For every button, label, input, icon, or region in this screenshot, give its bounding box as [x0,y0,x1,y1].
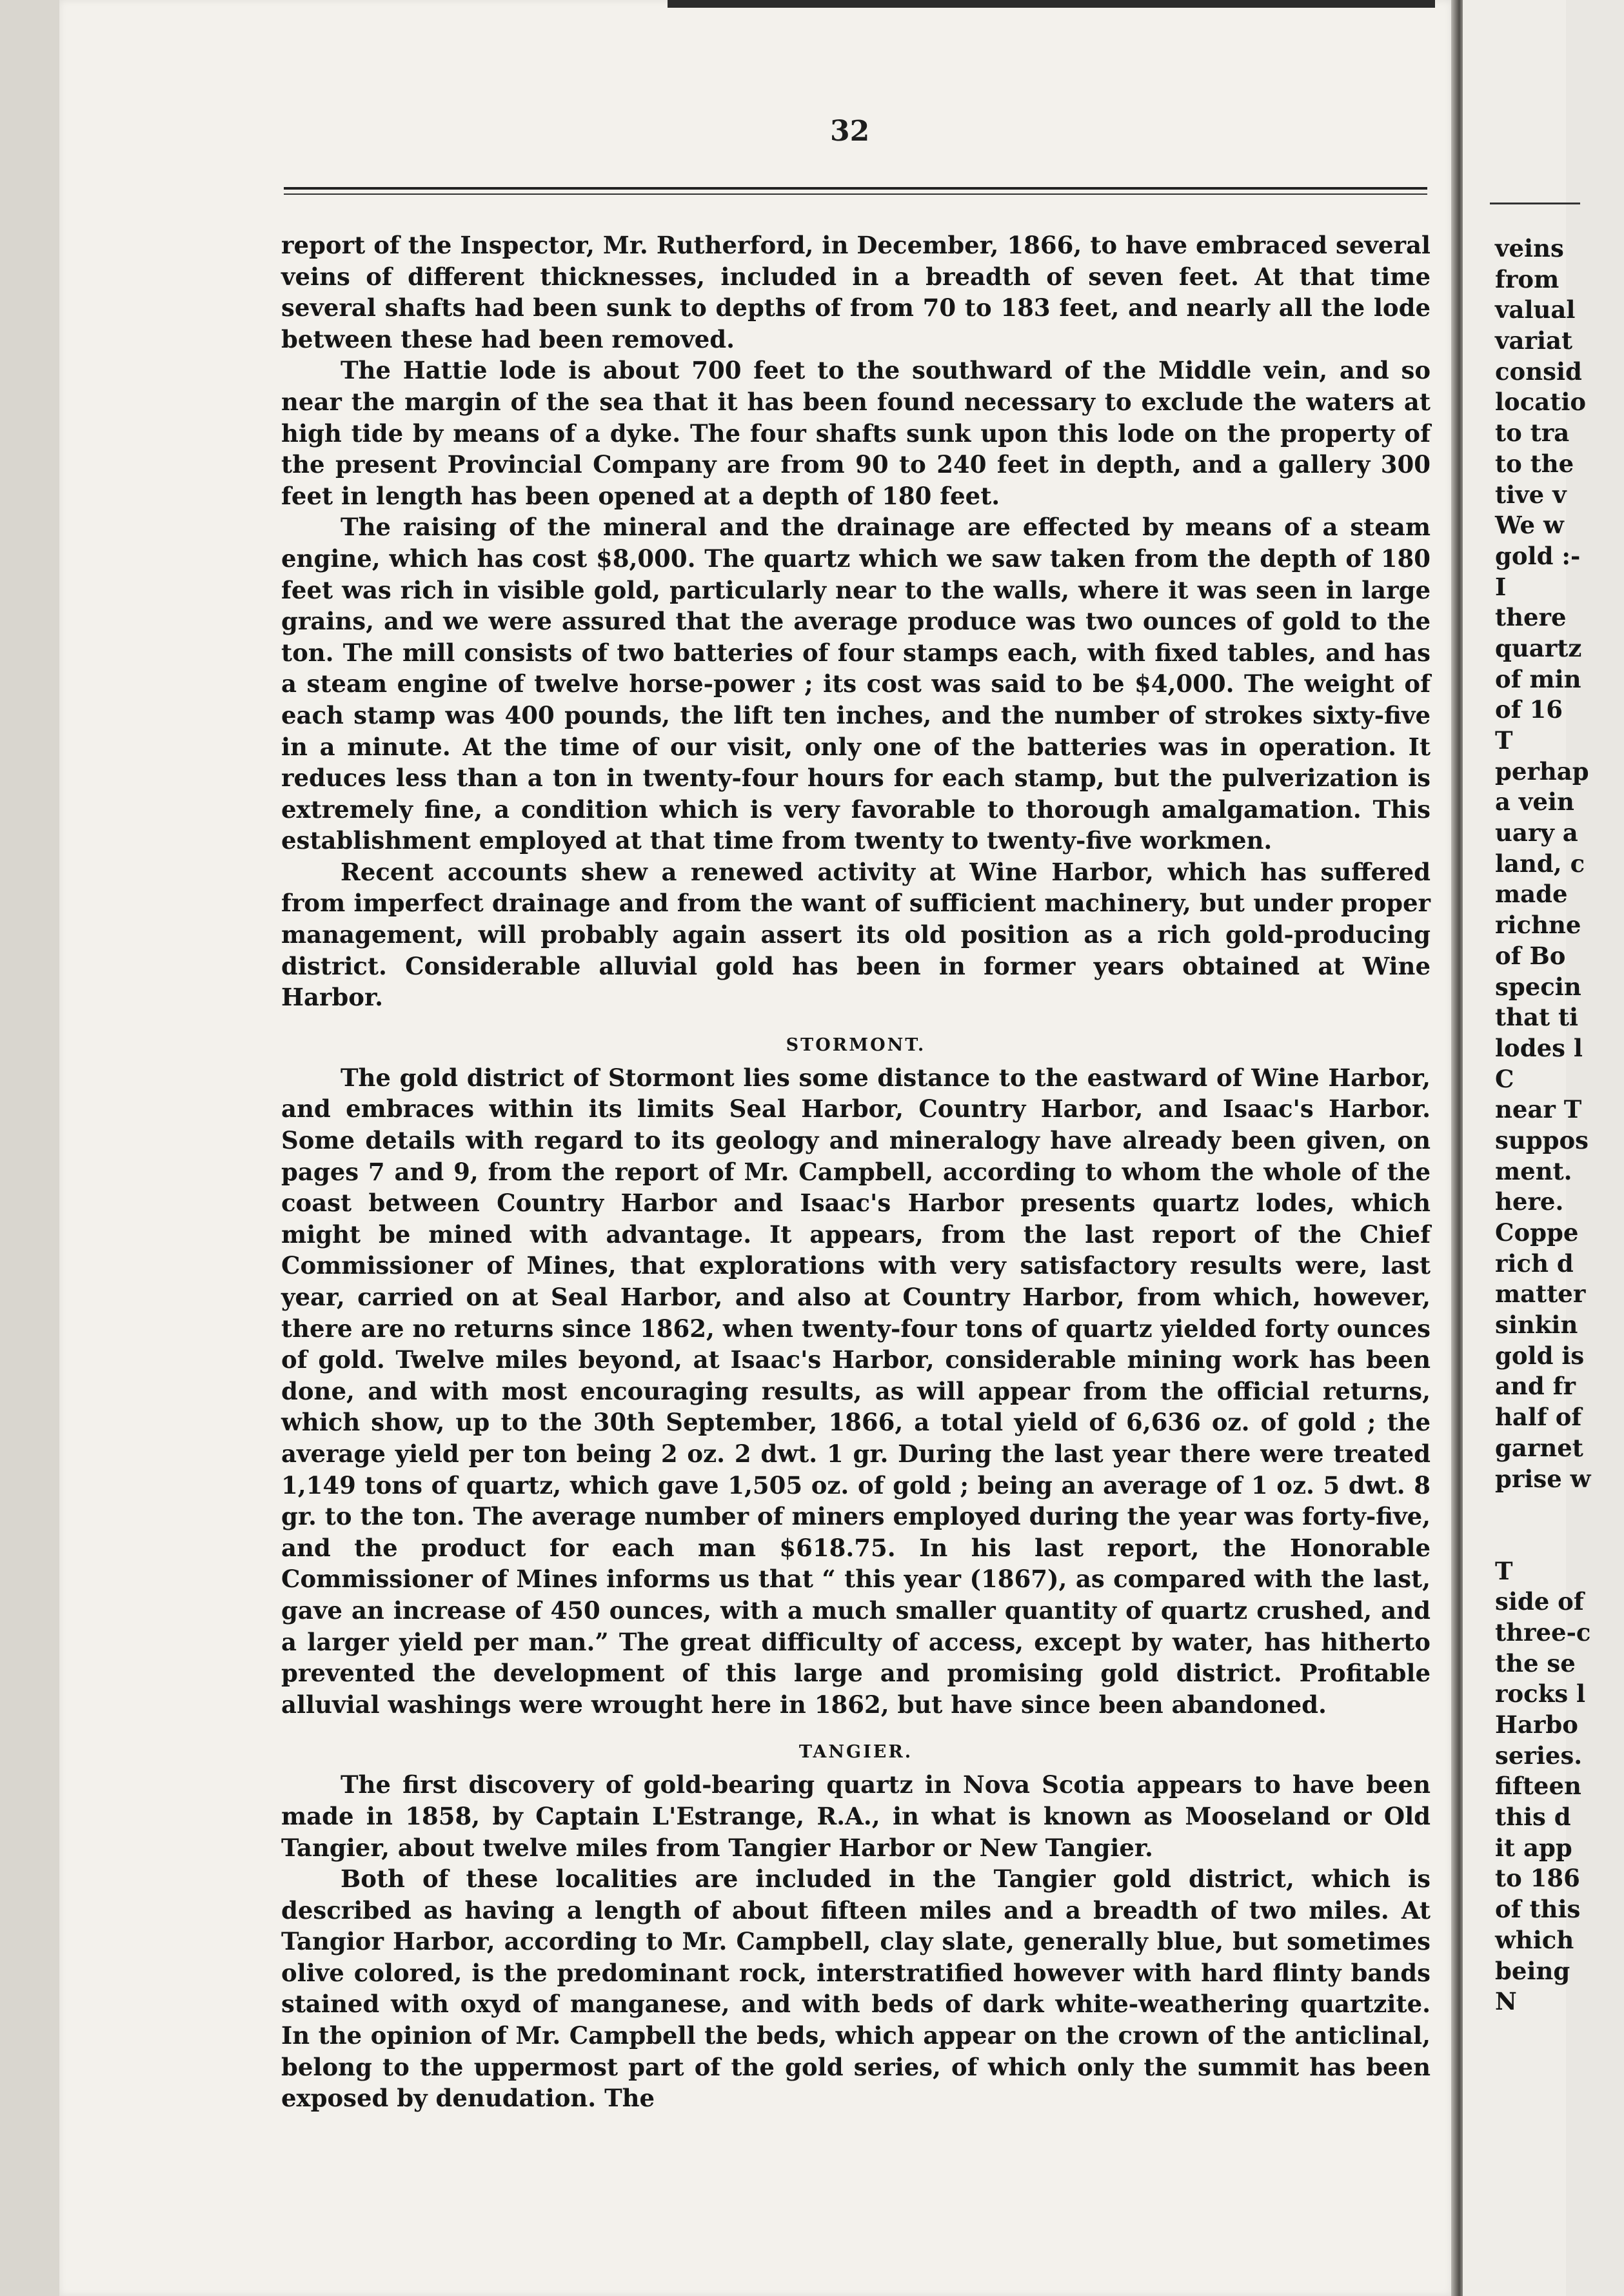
body-text-column [281,230,1431,2114]
facing-page-line: I [1495,572,1507,601]
facing-page-line: veins [1495,234,1564,262]
facing-page-line: near T [1495,1095,1582,1124]
facing-page-line: made [1495,880,1568,909]
facing-page-line: it app [1495,1833,1572,1862]
facing-page-line: rich d [1495,1249,1574,1278]
facing-page-line: perhap [1495,757,1589,786]
facing-page-line: Harbo [1495,1710,1578,1739]
facing-page-line: locatio [1495,388,1587,417]
facing-page-line: which [1495,1925,1574,1954]
paragraph-stormont: The gold district of Stormont lies some distance to the eastward of Wine Harbor, and embraces within its limits Seal Harbor, Country Harbor, and Isaac's Harbor. Some details with regard to its geology and mineralogy have already been given, on pages 7 and 9, from the report of Mr. Campbell, according to whom the whole of the coast between Country Harbor and Isaac's Harbor presents quartz lodes, which might be mined with advantage. It appears, from the last report of the Chief Commissioner of Mines, that explorations with very satisfactory results were, last year, carried on at Seal Harbor, and also at Country Harbor, from which, however, there are no returns since 1862, when twenty-four tons of quartz yielded forty ounces of gold. Twelve miles beyond, at Isaac's Harbor, considerable mining work has been done, and with most encouraging results, as will appear from the official returns, which show, up to the 30th September, 1866, a total yield of 6,636 oz. of gold ; the average yield per ton being 2 oz. 2 dwt. 1 gr. During the last year there were treated 1,149 tons of quartz, which gave 1,505 oz. of gold ; being an average of 1 oz. 5 dwt. 8 gr. to the ton. The average number of miners employed during the year was forty-five, and the product for each man $618.75. In his last report, the Honorable Commissioner of Mines informs us that “ this year (1867), as compared with the last, gave an increase of 450 ounces, with a much smaller quantity of quartz crushed, and a larger yield per man.” The great difficulty of access, except by water, has hitherto prevented the development of this large and promising gold district. Profitable alluvial washings were wrought here in 1862, but have since been abandoned. [281,1063,1431,1719]
facing-page-line: three-c [1495,1618,1591,1647]
facing-page-line: richne [1495,911,1581,940]
facing-page-line: matter [1495,1280,1586,1309]
facing-page-line: gold is [1495,1341,1585,1370]
facing-page-line [1495,1494,1624,1525]
paragraph-steam-engine: The raising of the mineral and the drainage are effected by means of a steam engine, which has cost $8,000. The quartz which we saw taken from the depth of 180 feet was rich in visible gold, particularly near to the walls, where it was seen in large grains, and we were assured that the average produce was two ounces of gold to the ton. The mill consists of two batteries of four stamps each, with fixed tables, and has a steam engine of twelve horse-power ; its cost was said to be $4,000. The weight of each stamp was 400 pounds, the lift ten inches, and the number of strokes sixty-five in a minute. At the time of our visit, only one of the batteries was in operation. It reduces less than a ton in twenty-four hours for each stamp, but the pulverization is extremely fine, a condition which is very favorable to thorough amalgamation. This establishment employed at that time from twenty to twenty-five workmen. [281,513,1431,855]
facing-page-line: this d [1495,1803,1571,1832]
facing-page-line: of Bo [1495,941,1566,970]
facing-page-line: N [1495,1987,1517,2016]
facing-page-line: from [1495,264,1560,293]
facing-page-line: uary a [1495,818,1578,847]
facing-page-line: garnet [1495,1433,1583,1462]
paragraph-tangier-district: Both of these localities are included in the Tangier gold district, which is described as having a length of about fifteen miles and a breadth of two miles. At Tangior Harbor, according to Mr. Campbell, clay slate, generally blue, but sometimes olive colored, is the predominant rock, interstratified however with hard flinty bands stained with oxyd of manganese, and with beds of dark white-weathering quartzite. In the opinion of Mr. Campbell the beds, which appear on the crown of the anticlinal, belong to the uppermost part of the gold series, of which only the summit has been exposed by denudation. The [281,1865,1431,2113]
facing-page-rule [1490,203,1580,204]
facing-page-line: to 186 [1495,1864,1580,1893]
facing-page-line: fifteen [1495,1772,1581,1801]
facing-page-line [1495,1525,1624,1556]
facing-page-line: to the [1495,449,1574,478]
header-rule-thick [284,187,1427,190]
section-heading-tangier: TANGIER. [798,1742,913,1763]
facing-page-line: T [1495,726,1513,755]
facing-page-line: tive v [1495,480,1567,509]
facing-page-line: there [1495,603,1567,632]
facing-page-line: rocks l [1495,1679,1586,1708]
binding-gutter [1451,0,1463,2296]
facing-page-line: side of [1495,1587,1584,1616]
facing-page-line: gold :- [1495,541,1581,570]
facing-page-edge [1463,0,1591,2296]
facing-page-line: C [1495,1064,1514,1093]
paragraph-hattie-lode: The Hattie lode is about 700 feet to the southward of the Middle vein, and so near the margin of the sea that it has been found necessary to exclude the waters at high tide by means of a dyke. The four shafts sunk upon this lode on the property of the present Provincial Company are from 90 to 240 feet in depth, and a gallery 300 feet in length has been opened at a depth of 180 feet. [281,356,1431,510]
facing-page-line: Coppe [1495,1218,1579,1247]
facing-page-line: We w [1495,511,1564,540]
facing-page-line: land, c [1495,849,1585,878]
page-number: 32 [830,115,870,148]
facing-page-line: lodes l [1495,1033,1583,1062]
facing-page-line: variat [1495,326,1573,355]
facing-page-text [1495,233,1624,2017]
facing-page-line: being [1495,1956,1570,1985]
facing-page-line: of 16 [1495,695,1563,724]
facing-page-line: and fr [1495,1372,1576,1401]
facing-page-line: the se [1495,1648,1576,1677]
facing-page-line: to tra [1495,419,1570,448]
header-rule-thin [284,193,1427,195]
facing-page-line: suppos [1495,1125,1589,1154]
facing-page-line: a vein [1495,787,1574,816]
facing-page-line: sinkin [1495,1311,1578,1340]
facing-page-line: half of [1495,1403,1582,1432]
scan-left-border [0,0,59,2296]
facing-page-line: series. [1495,1741,1583,1770]
facing-page-line: that ti [1495,1003,1579,1032]
paragraph-tangier-discovery: The first discovery of gold-bearing quartz in Nova Scotia appears to have been made in 1858, by Captain L'Estrange, R.A., in what is known as Mooseland or Old Tangier, about twelve miles from Tangier Harbor or New Tangier. [281,1770,1431,1862]
facing-page-line: quartz [1495,633,1582,662]
facing-page-line: of this [1495,1895,1581,1924]
section-heading-stormont: STORMONT. [786,1034,926,1055]
facing-page-line: here. [1495,1187,1564,1216]
top-dark-strip [668,0,1435,8]
facing-page-line: valual [1495,295,1576,324]
facing-page-line: T [1495,1556,1513,1585]
facing-page-line: ment. [1495,1156,1572,1185]
facing-page-line: specin [1495,972,1581,1001]
facing-page-line: consid [1495,357,1582,386]
facing-page-line: of min [1495,664,1581,693]
paragraph-wine-harbor: Recent accounts shew a renewed activity at Wine Harbor, which has suffered from imperfect drainage and from the want of sufficient machinery, but under proper management, will probably again assert its old position as a rich gold-producing district. Considerable alluvial gold has been in former years obtained at Wine Harbor. [281,857,1431,1012]
paragraph-continuation: report of the Inspector, Mr. Rutherford, in December, 1866, to have embraced several veins of different thicknesses, included in a breadth of seven feet. At that time several shafts had been sunk to depths of from 70 to 183 feet, and nearly all the lode between these had been removed. [281,231,1431,353]
facing-page-line: prise w [1495,1464,1591,1493]
